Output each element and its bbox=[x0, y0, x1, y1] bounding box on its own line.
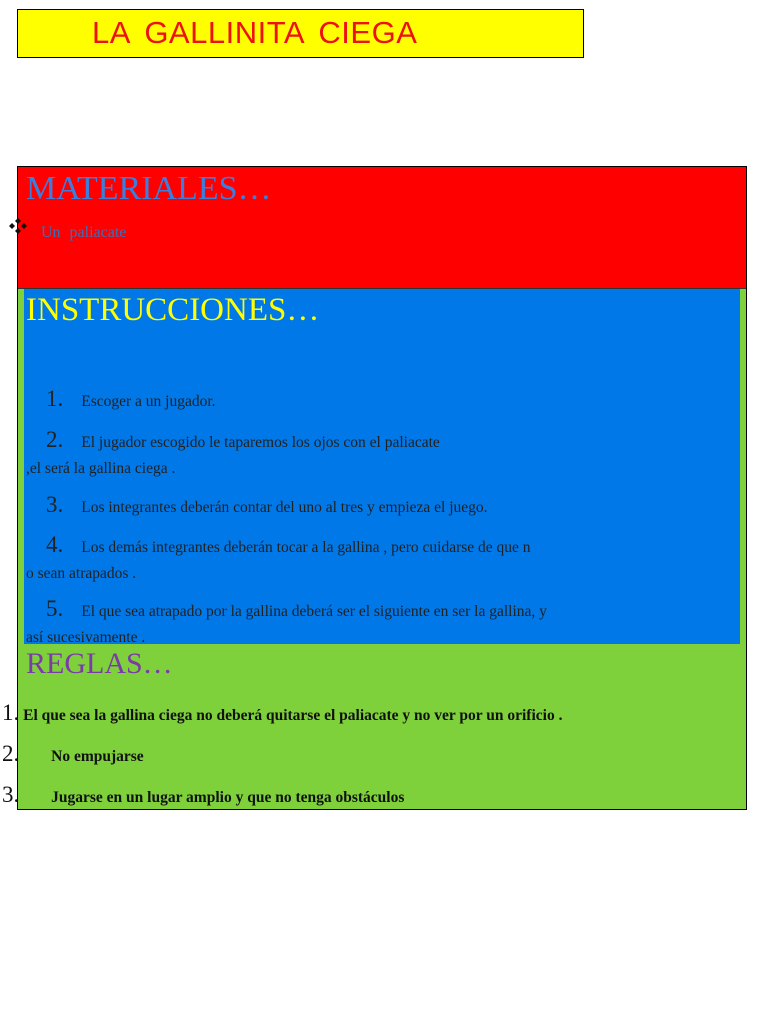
step-text-continuation: o sean atrapados . bbox=[26, 565, 137, 582]
instruction-step bbox=[26, 427, 738, 482]
rule-number: 3. bbox=[2, 782, 20, 807]
step-text: Los demás integrantes deberán tocar a la gallina , pero cuidarse de que n bbox=[81, 539, 531, 556]
step-text-continuation: así sucesivamente . bbox=[26, 629, 146, 646]
step-text: Escoger a un jugador. bbox=[81, 393, 216, 410]
rule-text: El que sea la gallina ciega no deberá quitarse el paliacate y no ver por un orificio . bbox=[23, 707, 563, 724]
rule-text: No empujarse bbox=[51, 748, 144, 765]
page-title: LA GALLINITA CIEGA bbox=[92, 15, 418, 50]
step-text-continuation: ,el será la gallina ciega . bbox=[26, 460, 176, 477]
materiales-section bbox=[18, 167, 746, 289]
reglas-heading: REGLAS… bbox=[26, 647, 173, 680]
step-text: El jugador escogido le taparemos los ojos con el paliacate bbox=[81, 434, 440, 451]
title-box bbox=[17, 9, 584, 58]
instruction-step bbox=[26, 492, 738, 521]
step-number: 2. bbox=[46, 427, 64, 452]
materiales-item: Un paliacate bbox=[41, 224, 127, 241]
step-text: El que sea atrapado por la gallina deberá ser el siguiente en ser la gallina, y bbox=[81, 603, 547, 620]
rule-number: 1. bbox=[2, 700, 20, 725]
step-text: Los integrantes deberán contar del uno al tres y empieza el juego. bbox=[81, 499, 488, 516]
step-number: 4. bbox=[46, 532, 64, 557]
rule-item bbox=[2, 741, 144, 767]
step-number: 5. bbox=[46, 596, 64, 621]
materiales-heading: MATERIALES… bbox=[26, 170, 272, 207]
diamond-bullet-icon bbox=[5, 217, 31, 235]
rule-item bbox=[2, 700, 562, 726]
rule-text: Jugarse en un lugar amplio y que no tenga obstáculos bbox=[51, 789, 405, 806]
rule-number: 2. bbox=[2, 741, 20, 766]
instruction-step bbox=[26, 596, 738, 651]
instrucciones-section bbox=[24, 289, 740, 644]
content-table bbox=[2, 166, 747, 810]
step-number: 3. bbox=[46, 492, 64, 517]
instruction-step bbox=[26, 532, 738, 587]
instrucciones-heading: INSTRUCCIONES… bbox=[26, 292, 320, 328]
instruction-step bbox=[26, 386, 738, 415]
step-number: 1. bbox=[46, 386, 64, 411]
rule-item bbox=[2, 782, 404, 808]
